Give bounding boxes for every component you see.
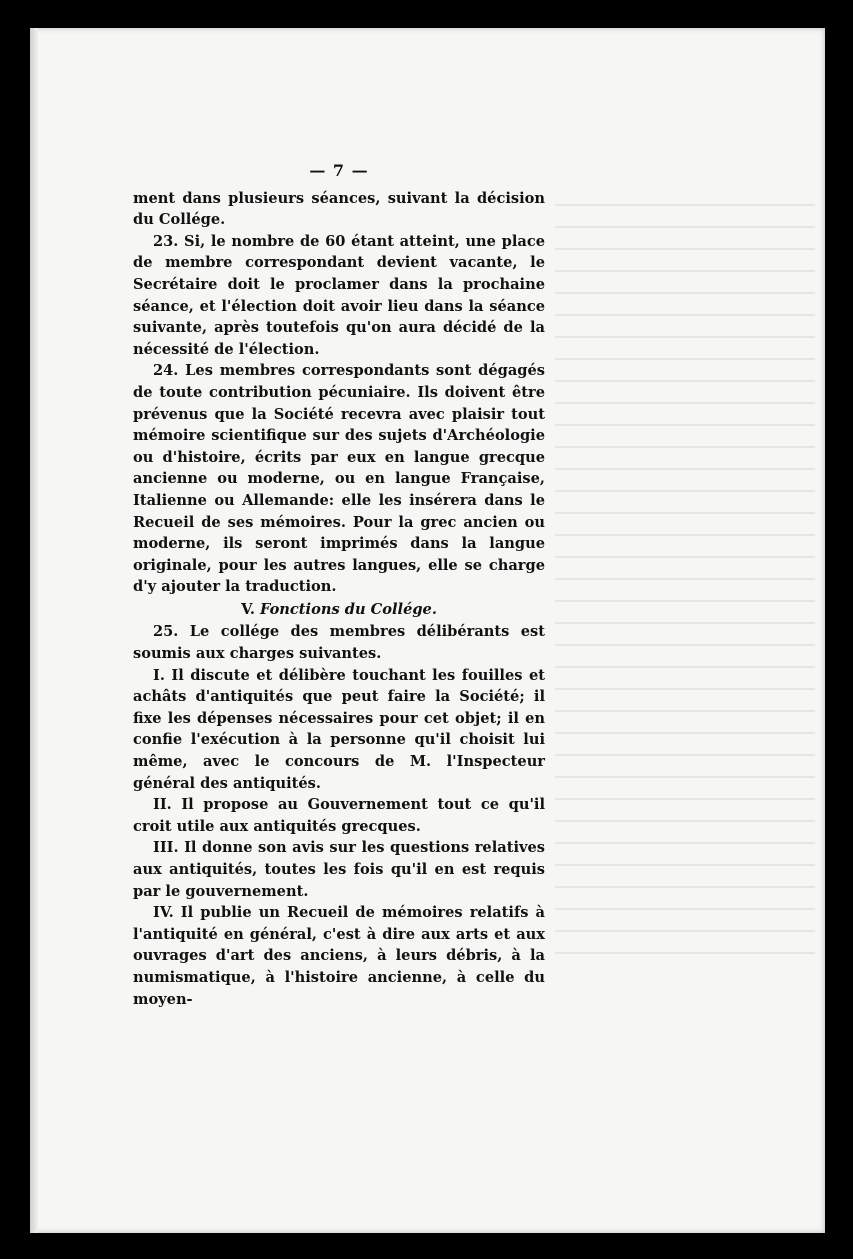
item-4: IV. Il publie un Recueil de mémoires relatifs à l'antiquité en général, c'est à dire aux arts et aux ouvrages d'art des anciens, à leurs débris, à la numismatique, à l'histoire ancienne, à celle du moyen- <box>133 904 545 1008</box>
section-number: V. <box>241 600 255 618</box>
page-text <box>133 160 545 1010</box>
section-heading <box>133 599 545 621</box>
item-1: I. Il discute et délibère touchant les fouilles et achâts d'antiquités que peut faire la Société; il fixe les dépenses nécessaires pour cet objet; il en confie l'exécution à la personne qu'il choisit lui même, avec le concours de M. l'Inspecteur général des antiquités. <box>133 666 545 792</box>
bleed-through-text <box>555 190 815 960</box>
item-2: II. Il propose au Gouvernement tout ce qu'il croit utile aux antiquités grecques. <box>133 796 545 835</box>
section-title: Fonctions du Collége. <box>260 600 437 618</box>
page-binding-edge <box>30 28 38 1233</box>
item-3: III. Il donne son avis sur les questions relatives aux antiquités, toutes les fois qu'il en est requis par le gouvernement. <box>133 839 545 900</box>
article-24: 24. Les membres correspondants sont dégagés de toute contribution pécuniaire. Ils doivent être prévenus que la Société recevra avec plaisir tout mémoire scientifique sur des sujets d'Archéologie ou d'histoire, écrits par eux en langue grecque ancienne ou moderne, ou en langue Française, Italienne ou Allemande: elle les insérera dans le Recueil de ses mémoires. Pour la grec ancien ou moderne, ils seront imprimés dans la langue originale, pour les autres langues, elle se charge d'y ajouter la traduction. <box>133 362 545 596</box>
article-25: 25. Le collége des membres délibérants est soumis aux charges suivantes. <box>133 623 545 663</box>
continuation-paragraph: ment dans plusieurs séances, suivant la décision du Collége. <box>133 189 545 229</box>
page-number: — 7 — <box>309 161 369 180</box>
article-23: 23. Si, le nombre de 60 étant atteint, une place de membre correspondant devient vacante, le Secrétaire doit le proclamer dans la prochaine séance, et l'élection doit avoir lieu dans la séance suivante, après toutefois qu'on aura décidé de la nécessité de l'élection. <box>133 232 545 358</box>
